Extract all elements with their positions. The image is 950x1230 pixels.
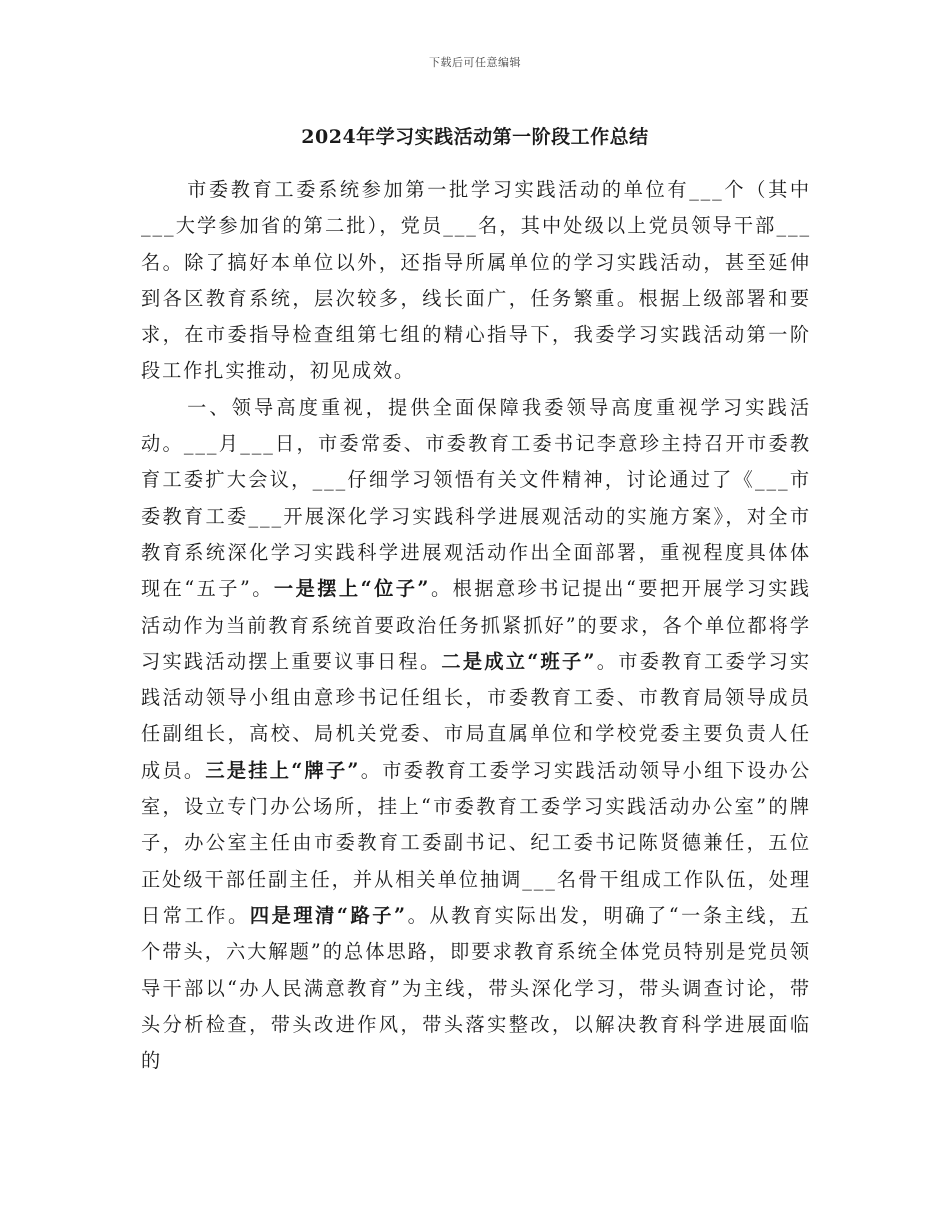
document-body — [141, 172, 811, 1079]
paragraph-section-one — [141, 390, 811, 1080]
bold-heading-weizi: 一是摆上“位子” — [273, 577, 431, 601]
text-run: 。市委教育工委学习实践活动领导小组由意珍书记任组长，市委教育工委、市教育局领导成员任副组长，高校、局机关党委、市局直属单位和学校党委主要负责人任成员。 — [141, 649, 812, 782]
text-run: 。从教育实际出发，明确了“一条主线，五个带头，六大解题”的总体思路，即要求教育系统全体党员特别是党员领导干部以“办人民满意教育”为主线，带头深化学习，带头调查讨论，带头分析检查，带头改进作风，带头落实整改，以解决教育科学进展面临的 — [141, 903, 811, 1073]
text-run: 。根据意珍书记提出“要把开展学习实践活动作为当前教育系统首要政治任务抓紧抓好”的要求，各个单位都将学习实践活动摆上重要议事日程。 — [141, 577, 811, 673]
paragraph-intro: 市委教育工委系统参加第一批学习实践活动的单位有___个（其中___大学参加省的第二批），党员___名，其中处级以上党员领导干部___名。除了搞好本单位以外，还指导所属单位的学习实践活动，甚至延伸到各区教育系统，层次较多，线长面广，任务繁重。根据上级部署和要求，在市委指导检查组第七组的精心指导下，我委学习实践活动第一阶段工作扎实推动，初见成效。 — [141, 178, 811, 383]
bold-heading-luzi: 四是理清“路子” — [249, 903, 407, 927]
text-run: 。市委教育工委学习实践活动领导小组下设办公室，设立专门办公场所，挂上“市委教育工委学习实践活动办公室”的牌子，办公室主任由市委教育工委副书记、纪工委书记陈贤德兼任，五位正处级干部任副主任，并从相关单位抽调___名骨干组成工作队伍，处理日常工作。 — [141, 758, 811, 927]
bold-heading-banzi: 二是成立“班子” — [441, 649, 597, 673]
header-note: 下载后可任意编辑 — [429, 56, 521, 69]
document-title: 2024年学习实践活动第一阶段工作总结 — [301, 126, 649, 148]
bold-heading-paizi: 三是挂上“牌子” — [205, 758, 361, 782]
text-run: 一、领导高度重视，提供全面保障我委领导高度重视学习实践活动。___月___日，市委常委、市委教育工委书记李意珍主持召开市委教育工委扩大会议，___仔细学习领悟有关文件精神，讨论通过了《___市委教育工委___开展深化学习实践科学进展观活动的实施方案》，对全市教育系统深化学习实践科学进展观活动作出全面部署，重视程度具体体现在“五子”。 — [141, 395, 811, 601]
